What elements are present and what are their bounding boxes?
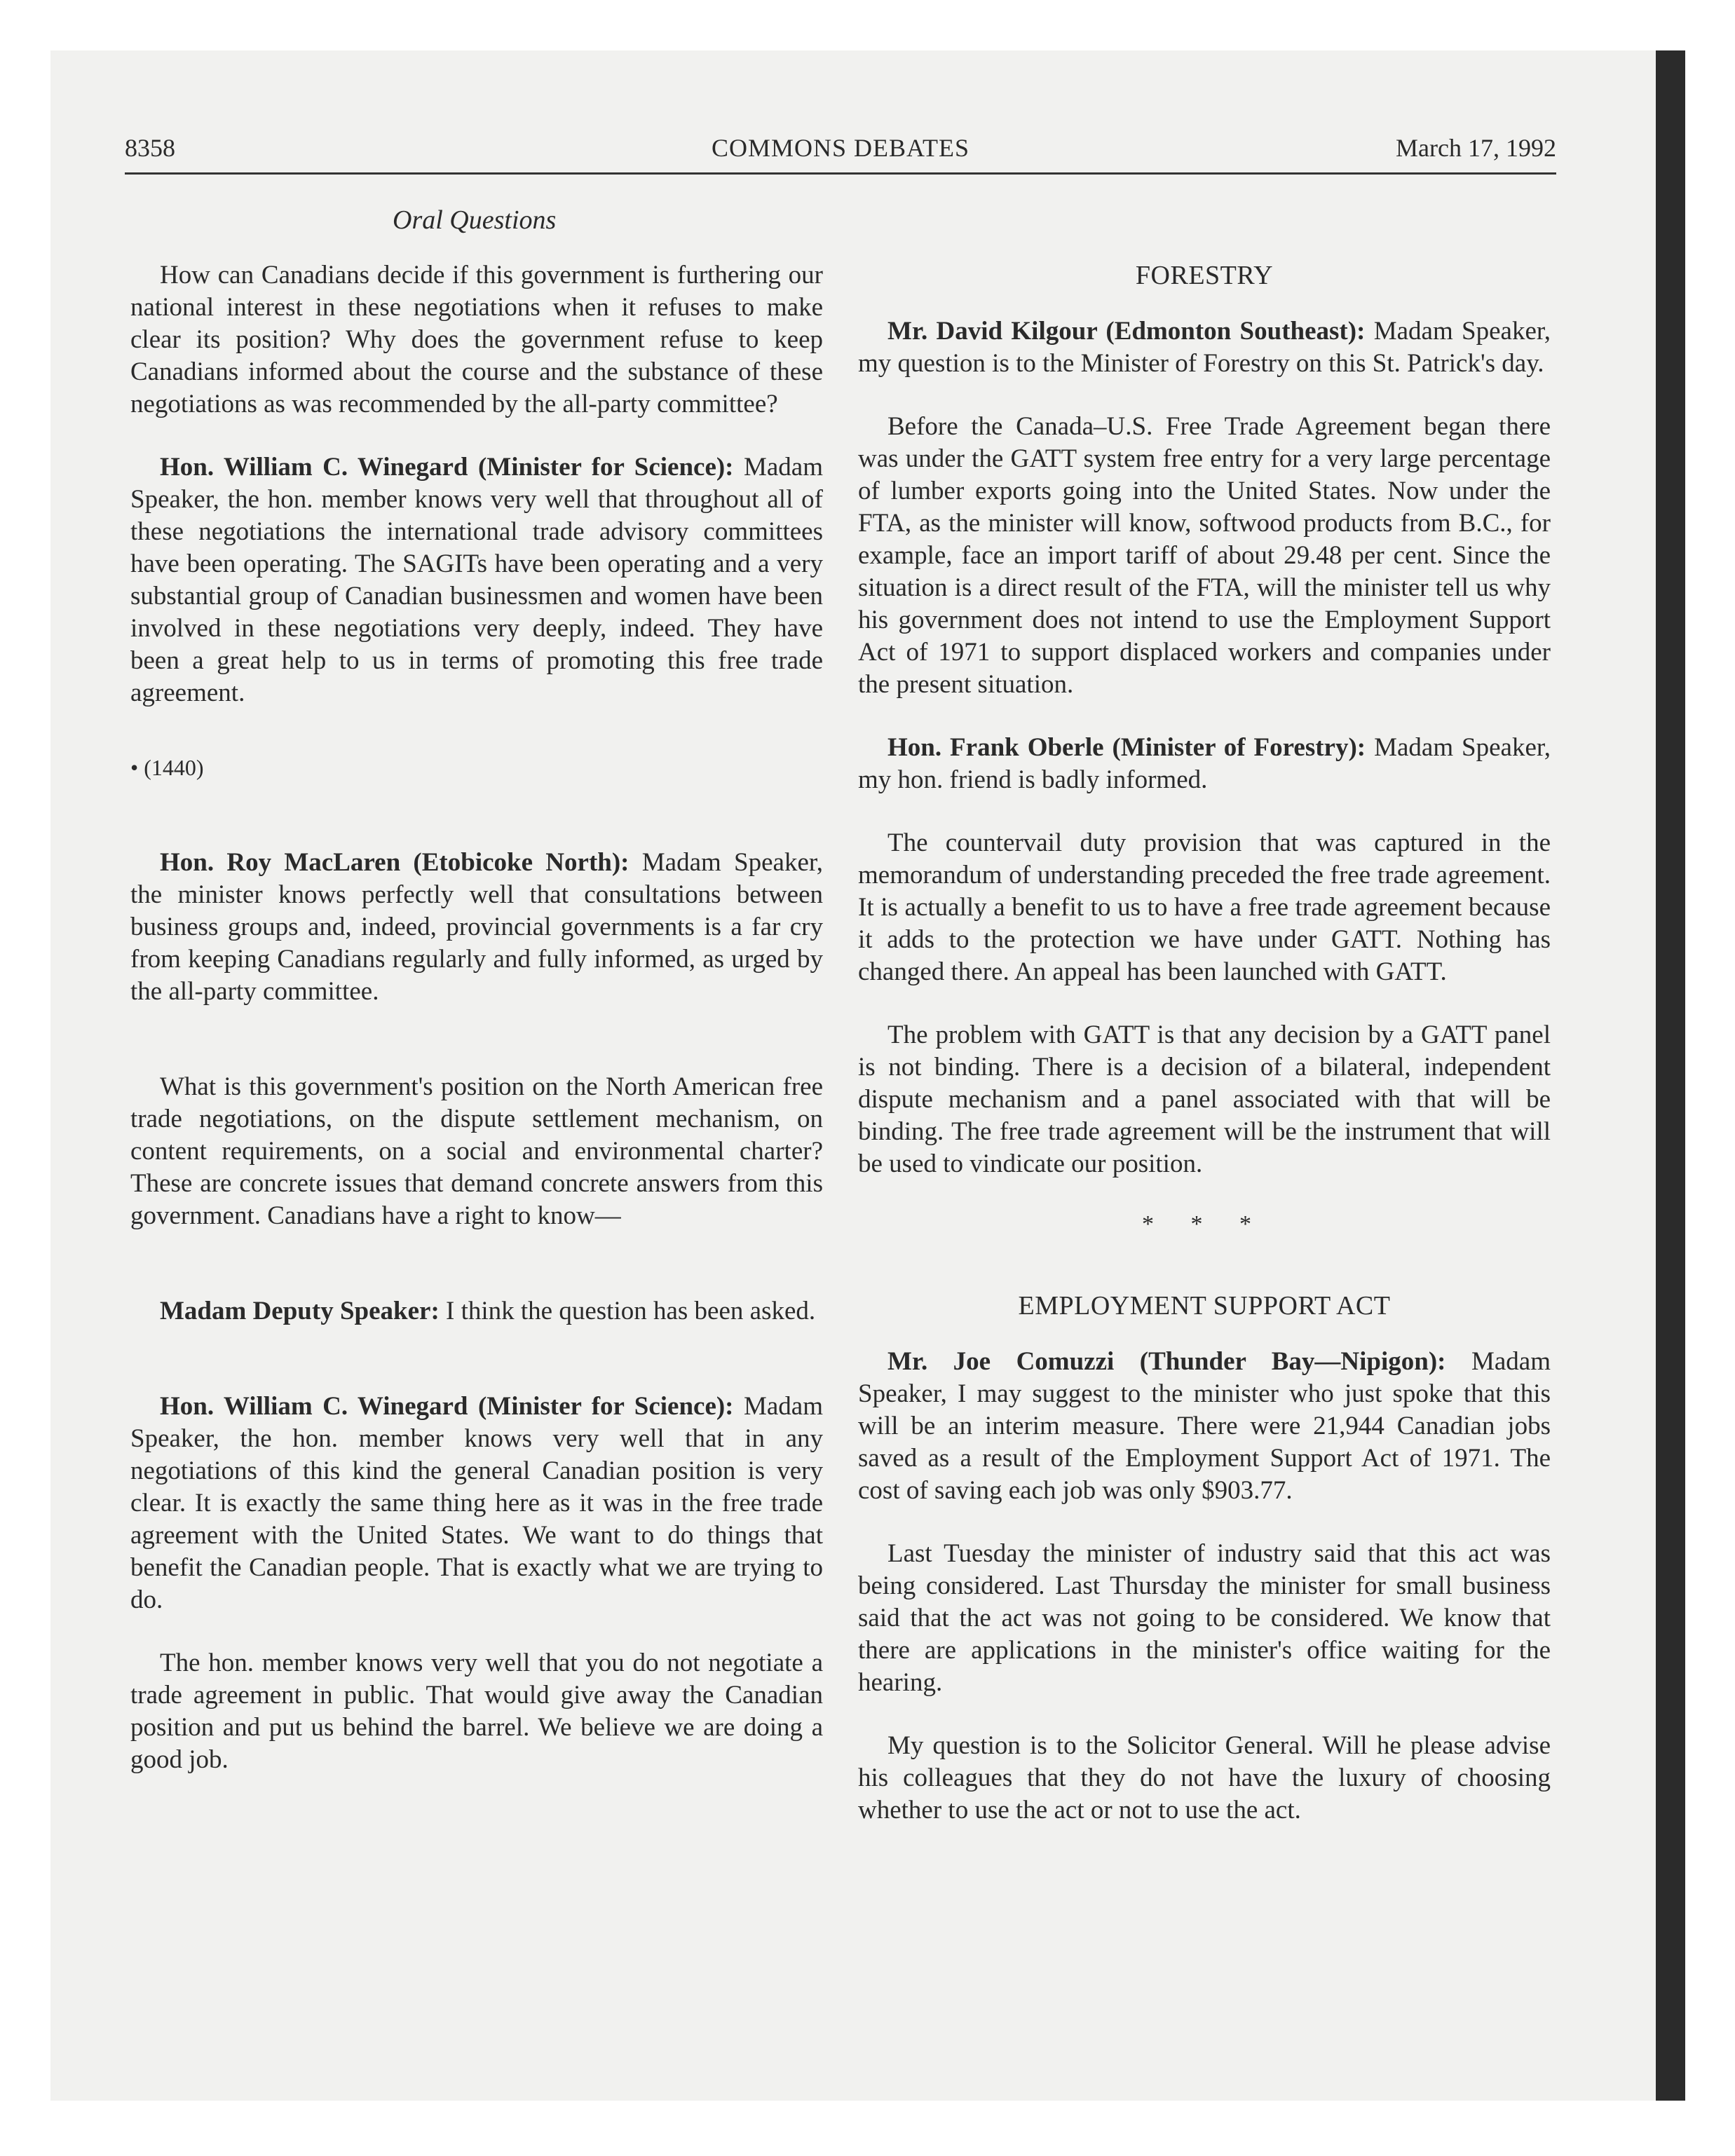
paragraph [130, 451, 823, 709]
speech-text: Madam Speaker, the hon. member knows very well that in any negotiations of this kind the general Canadian position is very clear. It is exactly the same thing here as it was in the free trade agreement with the United States. We want to do things that benefit the Canadian people. That is exactly what we are trying to do. [130, 1392, 823, 1614]
publication-title: COMMONS DEBATES [711, 134, 970, 162]
speaker-name: Mr. David Kilgour (Edmonton Southeast): [887, 317, 1366, 346]
paragraph: My question is to the Solicitor General. Will he please advise his colleagues that they do not have the luxury of choosing whether to use the act or not to use the act. [858, 1731, 1551, 1824]
speaker-name: Mr. Joe Comuzzi (Thunder Bay—Nipigon): [887, 1347, 1446, 1376]
paragraph: What is this government's position on the North American free trade negotiations, on the dispute settlement mechanism, on content requirements, on a social and environmental charter? These are concrete issues that demand concrete answers from this government. Canadians have a right to know— [130, 1072, 823, 1230]
publication-date: March 17, 1992 [1396, 134, 1556, 162]
section-divider: * * * [1142, 1211, 1267, 1237]
paragraph [858, 732, 1551, 796]
paragraph [858, 1346, 1551, 1507]
page-number: 8358 [125, 134, 175, 162]
left-column [130, 259, 823, 1807]
paragraph: Before the Canada–U.S. Free Trade Agreement began there was under the GATT system free entry for a very large percentage of lumber exports going into the United States. Now under the FTA, as the minister will know, softwood products from B.C., for example, face an import tariff of about 29.48 per cent. Since the situation is a direct result of the FTA, will the minister tell us why his government does not intend to use the Employment Support Act of 1971 to support displaced workers and companies under the present situation. [858, 412, 1551, 699]
speaker-name: Hon. Roy MacLaren (Etobicoke North): [160, 848, 630, 877]
speaker-name: Hon. Frank Oberle (Minister of Forestry): [887, 733, 1366, 762]
paragraph: Last Tuesday the minister of industry said that this act was being considered. Last Thursday the minister for small business said that the act was not going to be considered. We know that there are applications in the minister's office waiting for the hearing. [858, 1539, 1551, 1697]
paragraph [130, 847, 823, 1008]
page-header [125, 133, 1556, 172]
time-marker: • (1440) [130, 755, 204, 780]
paragraph: The hon. member knows very well that you do not negotiate a trade agreement in public. That would give away the Canadian position and put us behind the barrel. We believe we are doing a good job. [130, 1649, 823, 1774]
section-heading-employment-support-act: EMPLOYMENT SUPPORT ACT [1018, 1291, 1391, 1321]
paragraph: How can Canadians decide if this government is furthering our national interest in these negotiations when it refuses to make clear its position? Why does the government refuse to keep Canadians informed about the course and the substance of these negotiations as was recommended by the all-party committee? [130, 261, 823, 418]
header-rule [125, 172, 1556, 175]
speaker-name: Madam Deputy Speaker: [160, 1297, 440, 1325]
scan-edge-shadow [1656, 50, 1685, 2101]
speech-text: Madam Speaker, the minister knows perfectly well that consultations between business groups and, indeed, provincial governments is a far cry from keeping Canadians regularly and fully informed, as urged by the all-party committee. [130, 848, 823, 1006]
paragraph: The countervail duty provision that was captured in the memorandum of understanding preceded the free trade agreement. It is actually a benefit to us to have a free trade agreement because it adds to the protection we have under GATT. Nothing has changed there. An appeal has been launched with GATT. [858, 828, 1551, 986]
section-label: Oral Questions [393, 205, 557, 235]
paragraph [130, 1295, 823, 1328]
speech-text: Madam Speaker, my hon. friend is badly informed. [858, 733, 1551, 794]
speech-text: I think the question has been asked. [439, 1297, 816, 1325]
paragraph [858, 315, 1551, 380]
right-column [858, 259, 1551, 1857]
speaker-name: Hon. William C. Winegard (Minister for Science): [160, 453, 734, 482]
speaker-name: Hon. William C. Winegard (Minister for Science): [160, 1392, 734, 1421]
speech-text: Madam Speaker, the hon. member knows very well that throughout all of these negotiations the international trade advisory committees have been operating. The SAGITs have been operating and a very substantial group of Canadian businessmen and women have been involved in these negotiations very deeply, indeed. They have been a great help to us in terms of promoting this free trade agreement. [130, 453, 823, 707]
speech-text: Madam Speaker, I may suggest to the minister who just spoke that this will be an interim measure. There were 21,944 Canadian jobs saved as a result of the Employment Support Act of 1971. The cost of saving each job was only $903.77. [858, 1347, 1551, 1505]
section-heading-forestry: FORESTRY [1135, 261, 1274, 290]
paragraph [130, 1391, 823, 1616]
paragraph: The problem with GATT is that any decision by a GATT panel is not binding. There is a decision of a bilateral, independent dispute mechanism and a panel associated with that will be binding. The free trade agreement will be the instrument that will be used to vindicate our position. [858, 1021, 1551, 1178]
speech-text: Madam Speaker, my question is to the Minister of Forestry on this St. Patrick's day. [858, 317, 1551, 378]
